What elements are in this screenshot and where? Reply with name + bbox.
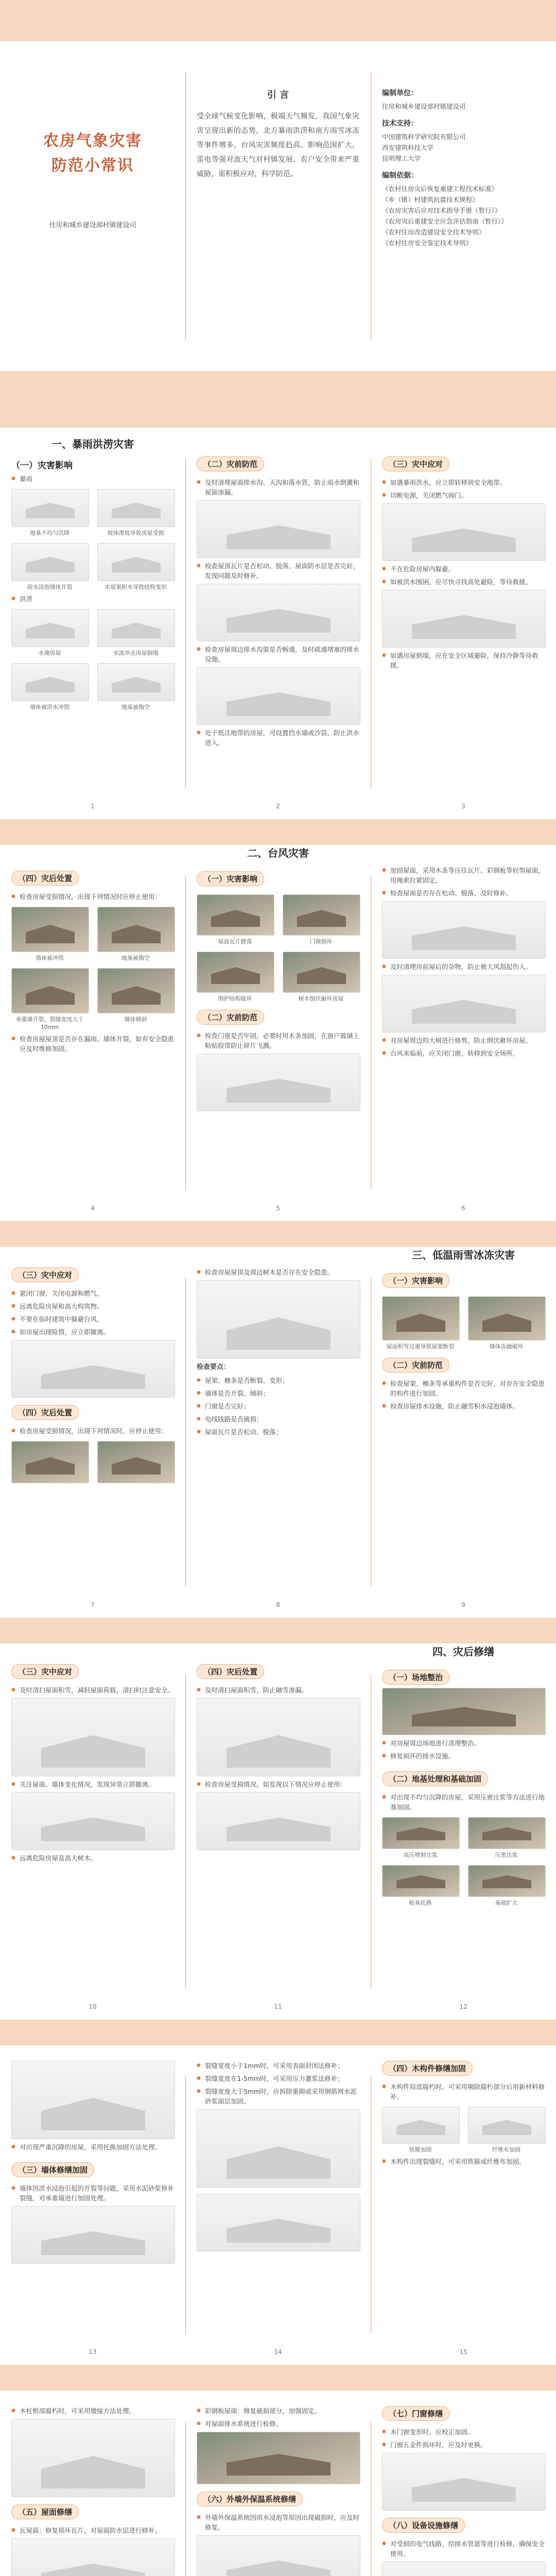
caption: 基础扩大 <box>495 1900 518 1906</box>
subsection-title: （三）灾中应对 <box>11 1267 79 1282</box>
credit-ref-4: 《农村住房改造建设安全技术导则》 <box>382 228 485 236</box>
photo <box>468 1817 546 1849</box>
credit-support-0: 中国建筑科学研究院有限公司 <box>382 133 466 141</box>
illustration <box>197 2194 360 2251</box>
list-item: ● 远离危险房屋及高大树木。 <box>11 1853 174 1863</box>
illustration <box>382 901 546 959</box>
photo <box>382 1865 460 1897</box>
page-9 <box>371 1247 556 1618</box>
page-10 <box>0 1643 185 2020</box>
sheet-6 <box>0 2391 556 2576</box>
illustration <box>197 584 360 641</box>
page-number: 11 <box>274 2003 282 2010</box>
subsection-title: （三）墙体修缮加固 <box>11 2162 94 2177</box>
page-number: 3 <box>461 803 465 810</box>
section-band <box>0 371 556 428</box>
subsection-title: （一）灾害影响 <box>197 871 264 886</box>
photo <box>197 894 274 936</box>
caption: 树木倒伏砸坏房屋 <box>298 995 344 1002</box>
list-item: ● 检查门窗是否牢固，必要时用木条加固，在窗户玻璃上粘贴胶带防止碎片飞溅。 <box>197 1031 359 1050</box>
list-item: ● 裂缝宽度在1-5mm时，可采用压力灌浆法修补； <box>197 2074 359 2083</box>
page-2 <box>185 428 371 819</box>
illustration <box>197 2109 360 2188</box>
page-15 <box>371 2045 556 2365</box>
subsection-title: （二）灾前防范 <box>197 1010 264 1025</box>
caption: 高压喷射注浆 <box>403 1852 438 1858</box>
section-title: 四、灾后修缮 <box>432 1646 494 1658</box>
intro-column <box>185 41 371 371</box>
illustration <box>382 2453 546 2511</box>
check-item: ● 墙体是否开裂、倾斜； <box>197 1388 359 1398</box>
page-number: 8 <box>276 1601 280 1608</box>
list-item: ● 检查房屋屋顶是否存在漏雨、墙体开裂，如有安全隐患应及时维修加固。 <box>11 1034 174 1054</box>
list-item: ● 切断电源，关闭燃气阀门。 <box>382 490 545 500</box>
photo <box>11 907 89 952</box>
illustration <box>11 2206 175 2264</box>
page-3 <box>371 428 556 819</box>
credit-support-2: 昆明理工大学 <box>382 155 421 162</box>
list-item: ● 如遇暴雨洪水，应立即转移到安全地带。 <box>382 478 545 487</box>
list-item: ● 木柱根部腐朽时，可采用墩接方法处理。 <box>11 2406 174 2416</box>
page-number: 15 <box>459 2348 467 2355</box>
caption: 门窗损坏 <box>309 938 333 945</box>
caption: 墙体倾斜 <box>124 1016 147 1023</box>
illustration <box>11 2061 175 2139</box>
cover-sheet <box>0 41 556 371</box>
list-item: ● 及时清扫屋面积雪，减轻屋面荷载，清扫时注意安全。 <box>11 1685 174 1695</box>
page-number: 2 <box>276 803 280 810</box>
list-item: ● 加固屋面，采用木条等压住瓦片、彩钢板等轻型屋面，用绳索拉紧固定。 <box>382 866 545 885</box>
credit-ref-1: 《乡（镇）村建筑抗震技术规程》 <box>382 196 479 204</box>
credit-support-heading: 技术支持： <box>382 120 418 128</box>
subsection-title: （四）木构件修缮加固 <box>382 2061 473 2076</box>
list-item: ● 如遇房屋倒塌，应在安全区域避险，保持冷静等待救援。 <box>382 651 545 670</box>
section-title: 一、暴雨洪涝灾害 <box>51 438 134 450</box>
list-item: ● 检查房屋排水设施，防止融雪积水浸泡墙体。 <box>382 1401 545 1411</box>
caption: 屋面积雪过重导致屋架断裂 <box>386 1343 455 1350</box>
illustration <box>197 1698 360 1776</box>
subsection-title: （四）灾后处置 <box>11 1405 79 1420</box>
caption: 铁箍加固 <box>409 2146 432 2153</box>
illustration <box>382 503 546 561</box>
check-item: ● 屋架、檩条是否断裂、变形； <box>197 1376 359 1385</box>
page-number: 12 <box>459 2003 467 2010</box>
list-item: ● 检查房屋受损情况，出现下列情况时，应停止使用： <box>11 1426 174 1436</box>
bullet-rain: ● 暴雨 <box>11 474 174 484</box>
list-item: ● 关注屋面、墙体变化情况，发现异常立即撤离。 <box>11 1780 174 1789</box>
list-item: ● 彩钢板屋面：修复破损部分，加强固定。 <box>197 2406 359 2416</box>
page-number: 6 <box>461 1205 465 1212</box>
list-item: ● 及时清理屋面排水沟、天沟和落水管，防止雨水倒灌和屋面渗漏。 <box>197 478 359 497</box>
subsection-title: （三）灾中应对 <box>382 456 449 471</box>
intro-title: 引 言 <box>267 90 289 100</box>
cover-title <box>43 129 142 178</box>
bullet-flood: ● 洪涝 <box>11 594 174 604</box>
cover-title-line2: 防范小常识 <box>51 157 134 175</box>
thumb-grid <box>11 1441 174 1483</box>
illustration <box>197 1054 360 1111</box>
subsection-title: （一）灾害影响 <box>11 461 73 471</box>
subsection-title: （一）场地整治 <box>382 1670 449 1685</box>
section-band <box>0 1618 556 1643</box>
list-item: ● 对出现严重沉降的房屋，采用托换加固方法处理。 <box>11 2142 174 2152</box>
list-item: ● 木门窗变形时，应校正加固。 <box>382 2427 545 2437</box>
caption: 地基被掏空 <box>121 955 150 961</box>
list-item: ● 对受损的电气线路、给排水管道等进行检修，确保安全使用。 <box>382 2539 545 2558</box>
list-item: ● 裂缝宽度大于5mm时，应拆除重砌或采用钢筋网水泥砂浆面层加固。 <box>197 2087 359 2106</box>
illustration <box>382 590 546 648</box>
page-number: 14 <box>274 2348 282 2355</box>
subsection-title: （四）灾后处置 <box>197 1664 264 1679</box>
thumb-grid <box>11 489 174 591</box>
photo <box>11 968 89 1013</box>
photo <box>11 1441 89 1483</box>
sheet-2 <box>0 845 556 1221</box>
caption: 地基被掏空 <box>121 704 150 710</box>
caption: 墙体被冲毁 <box>36 955 64 961</box>
page-number: 10 <box>89 2003 97 2010</box>
list-item: ● 检查屋顶瓦片是否松动、脱落，屋面防水层是否完好，发现问题及时修补。 <box>197 561 359 581</box>
list-item: ● 不在危险房屋内躲避。 <box>382 564 545 574</box>
list-item: ● 检查房屋周边排水沟渠是否畅通，及时疏通堵塞的排水设施。 <box>197 645 359 664</box>
page-5 <box>185 845 371 1221</box>
list-item: ● 检查屋架、檩条等承重构件是否完好，对存在安全隐患的构件进行加固。 <box>382 1379 545 1398</box>
page-8 <box>185 1247 371 1618</box>
subsection-title: （二）灾前防范 <box>382 1358 449 1372</box>
list-item: ● 远离危险房屋和高大构筑物。 <box>11 1301 174 1311</box>
list-item: ● 检查屋面是否存在松动、脱落，及时修补。 <box>382 888 545 898</box>
subsection-title: （二）灾前防范 <box>197 456 264 471</box>
caption: 水流冲击房屋倒塌 <box>113 650 159 656</box>
caption: 桩基托换 <box>409 1900 432 1906</box>
sheet-4 <box>0 1643 556 2020</box>
caption: 木屋架积水导致结构变形 <box>105 584 167 590</box>
section-title: 三、低温雨雪冰冻灾害 <box>412 1249 515 1261</box>
illustration <box>11 663 89 701</box>
credit-editor: 住房和城乡建设部村镇建设司 <box>382 103 466 110</box>
subsection-title: （八）设备设施修缮 <box>382 2518 465 2533</box>
photo <box>382 1296 460 1341</box>
intro-text: 受全球气候变化影响，极端天气频发，我国气象灾害呈现出新的态势，北方暴雨洪涝和南方雨雪冰冻等事件增多，台风灾害频度趋高、影响范围扩大，雷电等强对流天气对村镇发展、农户安全带来严重威胁，需积极应对，科学防范。 <box>197 112 359 178</box>
list-item: ● 对出现不均匀沉降的房屋，采用压密注浆等方法进行地基加固。 <box>382 1792 545 1812</box>
credits-column <box>371 41 556 371</box>
illustration <box>197 2535 360 2576</box>
illustration <box>382 2107 460 2144</box>
list-item: ● 检查房屋受损情况，如发现以下情况应停止使用： <box>197 1780 359 1789</box>
caption: 坡体滑坡导致房屋受损 <box>107 530 164 536</box>
list-item: ● 裂缝宽度小于1mm时，可采用表面封闭法修补； <box>197 2061 359 2071</box>
illustration <box>97 663 175 701</box>
illustration <box>11 2538 175 2576</box>
sheet-3 <box>0 1247 556 1618</box>
page-number: 9 <box>461 1601 465 1608</box>
list-item: ● 瓦屋面：修复损坏瓦片，对屋面防水层进行修补。 <box>11 2526 174 2535</box>
section-band <box>0 2365 556 2391</box>
section-band <box>0 2020 556 2045</box>
page-18 <box>371 2391 556 2576</box>
illustration <box>11 1340 175 1398</box>
list-item: ● 及时清理房前屋后的杂物，防止被大风刮起伤人。 <box>382 962 545 972</box>
caption: 墙体被洪水冲毁 <box>30 704 70 710</box>
list-item: ● 木构件出现裂缝时，可采用铁箍或纤维布加固。 <box>382 2157 545 2166</box>
list-item: ● 不要在临时建筑中躲避台风。 <box>11 1314 174 1324</box>
list-item: ● 处于低洼地带的房屋，可设置挡水墙或沙袋，防止洪水进入。 <box>197 728 359 748</box>
list-item: ● 如被洪水围困，应尽快寻找高处避险，等待救援。 <box>382 577 545 587</box>
illustration <box>197 500 360 558</box>
illustration <box>11 609 89 647</box>
list-item: ● 检查房屋受损情况，出现下列情况时应停止使用： <box>11 892 174 902</box>
illustration <box>11 1698 175 1776</box>
page-1 <box>0 428 185 819</box>
photo <box>382 1688 546 1735</box>
page-number: 7 <box>91 1601 95 1608</box>
list-item: ● 检查房屋屋顶及周边树木是否存在安全隐患。 <box>197 1267 359 1277</box>
list-item: ● 对房屋周边场地进行清理整治。 <box>382 1738 545 1748</box>
page-12 <box>371 1643 556 2020</box>
section-title: 二、台风灾害 <box>247 847 309 859</box>
check-item: ● 门窗是否完好； <box>197 1401 359 1411</box>
thumb-grid <box>382 1296 545 1350</box>
subsection-title: （五）屋面修缮 <box>11 2504 79 2519</box>
list-item: ● 如房屋出现险情，应立即撤离。 <box>11 1327 174 1337</box>
section-band <box>0 819 556 845</box>
list-item: ● 对屋面排水系统进行检修。 <box>197 2419 359 2429</box>
illustration <box>197 667 360 725</box>
illustration <box>468 2107 546 2144</box>
thumb-grid <box>197 894 359 1003</box>
illustration <box>382 975 546 1032</box>
thumb-grid <box>11 907 174 1031</box>
illustration <box>97 609 175 647</box>
photo <box>97 1441 175 1483</box>
caption: 压密注浆 <box>495 1852 518 1858</box>
credit-ref-2: 《农房灾害后应对技术指导手册（暂行）》 <box>382 207 501 214</box>
caption: 地基不均匀沉降 <box>30 530 70 536</box>
photo <box>197 952 274 993</box>
caption: 水淹房屋 <box>38 650 61 656</box>
subsection-title: （三）灾中应对 <box>11 1664 79 1679</box>
credit-ref-5: 《农村住房安全鉴定技术导则》 <box>382 239 473 247</box>
check-item: ● 屋面瓦片是否松动、脱落； <box>197 1427 359 1437</box>
photo <box>283 952 360 993</box>
check-item: ● 电线线路是否破损； <box>197 1414 359 1424</box>
list-item: ● 外墙外保温系统因雨水浸泡等原因出现破损时，应及时修复。 <box>197 2513 359 2532</box>
page-14 <box>185 2045 371 2365</box>
illustration <box>11 2419 175 2497</box>
top-band <box>0 0 556 41</box>
thumb-grid <box>382 1817 545 1907</box>
page-number: 4 <box>91 1205 95 1212</box>
cover-title-line1: 农房气象灾害 <box>43 132 142 150</box>
photo <box>97 907 175 952</box>
page-17 <box>185 2391 371 2576</box>
caption: 屋面瓦片掀落 <box>218 938 252 945</box>
thumb-grid <box>382 2107 545 2154</box>
caption: 承重墙开裂，裂缝宽度大于10mm <box>15 1016 84 1030</box>
cover-hero <box>0 41 185 371</box>
illustration <box>197 1792 360 1850</box>
caption: 纤维布加固 <box>492 2146 520 2153</box>
photo <box>468 1296 546 1341</box>
photo <box>283 894 360 936</box>
photo <box>382 1817 460 1849</box>
subsection-title: （七）门窗修缮 <box>382 2406 449 2421</box>
illustration <box>97 489 175 527</box>
list-item: ● 墙体因洪水浸泡引起的开裂等问题，采用水泥砂浆修补裂缝，对承重墙进行加固处理。 <box>11 2183 174 2203</box>
page-6 <box>371 845 556 1221</box>
sheet-5 <box>0 2045 556 2365</box>
illustration <box>11 1792 175 1850</box>
thumb-grid <box>11 609 174 711</box>
photo <box>468 1865 546 1897</box>
photo <box>97 968 175 1013</box>
cover-column <box>0 41 185 371</box>
subsection-title: （一）灾害影响 <box>382 1273 449 1288</box>
page-number: 1 <box>91 803 95 810</box>
list-item: ● 对房屋周边的大树进行修剪，防止倒伏砸坏房屋。 <box>382 1036 545 1045</box>
checks-heading: 检查要点： <box>197 1363 231 1371</box>
page-16 <box>0 2391 185 2576</box>
list-item: ● 台风来临前，应关闭门窗，转移到安全场所。 <box>382 1048 545 1058</box>
illustration <box>11 489 89 527</box>
illustration <box>382 2562 546 2576</box>
list-item: ● 紧闭门窗，关闭电源和燃气。 <box>11 1289 174 1298</box>
page-4 <box>0 845 185 1221</box>
page-number: 5 <box>276 1205 280 1212</box>
list-item: ● 修复损坏的排水设施。 <box>382 1751 545 1761</box>
credit-ref-3: 《农房灾后重建安全应急评估指南（暂行）》 <box>382 217 508 225</box>
credit-ref-0: 《农村住房灾后恢复重建工程技术标准》 <box>382 185 498 193</box>
page-13 <box>0 2045 185 2365</box>
page-11 <box>185 1643 371 2020</box>
subsection-title: （六）外墙外保温系统修缮 <box>197 2492 303 2506</box>
credit-support-1: 西安建筑科技大学 <box>382 144 434 151</box>
subsection-title: （四）灾后处置 <box>11 871 79 886</box>
photo <box>197 2432 360 2484</box>
subsection-title: （二）地基处理和基础加固 <box>382 1771 488 1786</box>
credit-editor-heading: 编制单位： <box>382 89 418 97</box>
credit-refs-heading: 编制依据： <box>382 172 418 180</box>
illustration <box>197 1280 360 1359</box>
list-item: ● 门窗五金件损坏时，应及时更换。 <box>382 2440 545 2450</box>
illustration <box>97 543 175 581</box>
caption: 雨水浸泡墙体开裂 <box>27 584 73 590</box>
caption: 围护结构破坏 <box>218 995 252 1002</box>
sheet-1 <box>0 428 556 819</box>
list-item: ● 木构件局部腐朽时，可采用剔除腐朽部分后用新材料修补。 <box>382 2082 545 2102</box>
page-number: 13 <box>89 2348 97 2355</box>
list-item: ● 及时清扫屋面积雪，防止融雪渗漏。 <box>197 1685 359 1695</box>
caption: 墙体冻融破坏 <box>489 1343 524 1350</box>
page-7 <box>0 1247 185 1618</box>
cover-org: 住房和城乡建设部村镇建设司 <box>49 222 136 229</box>
section-band <box>0 1221 556 1247</box>
illustration <box>11 543 89 581</box>
